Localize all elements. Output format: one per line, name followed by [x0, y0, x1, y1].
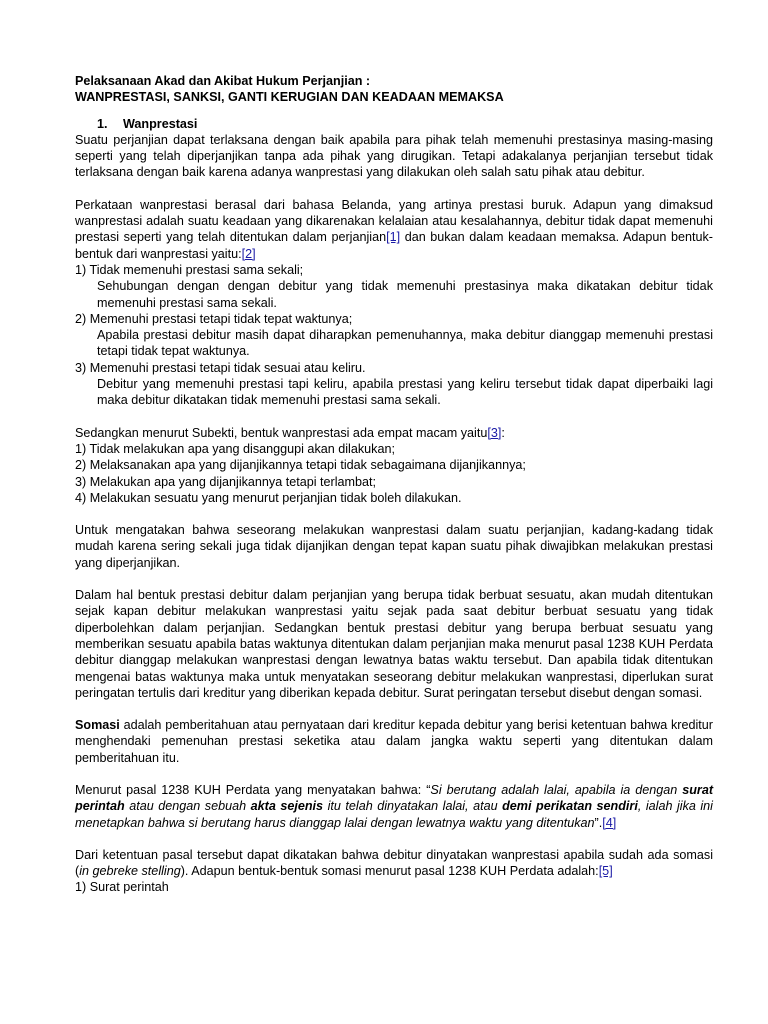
form-item-label: 3) Memenuhi prestasi tetapi tidak sesuai atau keliru. — [75, 360, 366, 375]
footnote-link-1[interactable]: [1] — [386, 230, 401, 245]
paragraph-somasi: Somasi adalah pemberitahuan atau pernyataan dari kreditur kepada debitur yang berisi ketentuan bahwa kreditur menghendaki pemenuhan prestasi seketika atau dalam jangka waktu seperti yang ditentukan dalam pemberitahuan itu. — [75, 718, 713, 765]
document-body — [75, 73, 713, 896]
footnote-link-4[interactable]: [4] — [602, 815, 617, 830]
paragraph-conclusion: Dari ketentuan pasal tersebut dapat dikatakan bahwa debitur dinyatakan wanprestasi apabila sudah ada somasi (in gebreke stelling). Adapun bentuk-bentuk somasi menurut pasal 1238 KUH Perdata adalah:[5] — [75, 847, 713, 879]
form-item-desc: Apabila prestasi debitur masih dapat diharapkan pemenuhannya, maka debitur dianggap memenuhi prestasi tetapi tidak tepat waktunya. — [97, 328, 713, 359]
footnote-link-3[interactable]: [3] — [487, 425, 502, 440]
list-item: 4) Melakukan sesuatu yang menurut perjanjian tidak boleh dilakukan. — [75, 490, 462, 505]
document-title-line1: Pelaksanaan Akad dan Akibat Hukum Perjanjian : — [75, 74, 371, 88]
form-item-desc: Debitur yang memenuhi prestasi tapi keliru, apabila prestasi yang keliru tersebut tidak dapat diperbaiki lagi maka debitur dikatakan tidak memenuhi prestasi sama sekali. — [97, 377, 713, 408]
footnote-link-2[interactable]: [2] — [241, 246, 256, 261]
list-item: 2) Melaksanakan apa yang dijanjikannya tetapi tidak sebagaimana dijanjikannya; — [75, 458, 526, 473]
list-item: 3) Melakukan apa yang dijanjikannya tetapi terlambat; — [75, 474, 377, 489]
paragraph-subekti: Sedangkan menurut Subekti, bentuk wanprestasi ada empat macam yaitu[3]: — [75, 425, 505, 440]
paragraph-intro: Suatu perjanjian dapat terlaksana dengan baik apabila para pihak telah memenuhi prestasinya masing-masing seperti yang telah diperjanjikan tanpa ada pihak yang dirugikan. Tetapi adakalanya perjanjian tersebut tidak terlaksana dengan baik karena adanya wanprestasi yang dilakukan oleh salah satu pihak atau debitur. — [75, 132, 713, 180]
paragraph-difficulty: Untuk mengatakan bahwa seseorang melakukan wanprestasi dalam suatu perjanjian, kadang-kadang tidak mudah karena sering sekali juga tidak dijanjikan dengan tepat kapan suatu pihak diwajibkan melakukan prestasi yang diperjanjikan. — [75, 523, 713, 570]
form-item-label: 2) Memenuhi prestasi tetapi tidak tepat waktunya; — [75, 311, 353, 326]
form-item-label: 1) Tidak memenuhi prestasi sama sekali; — [75, 262, 304, 277]
document-title-line2: WANPRESTASI, SANKSI, GANTI KERUGIAN DAN KEADAAN MEMAKSA — [75, 90, 504, 105]
paragraph-timing: Dalam hal bentuk prestasi debitur dalam perjanjian yang berupa tidak berbuat sesuatu, akan mudah ditentukan sejak kapan debitur melakukan wanprestasi yaitu sejak pada saat debitur berbuat sesuatu yang tidak diperbolehkan dalam perjanjian. Sedangkan bentuk prestasi debitur yang berupa berbuat sesuatu yang memberikan sesuatu apabila batas waktunya ditentukan dalam perjanjian maka menurut pasal 1238 KUH Perdata debitur dianggap melakukan wanprestasi dengan lewatnya batas waktu tersebut. Dan apabila tidak ditentukan mengenai batas waktunya maka untuk menyatakan seseorang debitur melakukan wanprestasi, diperlukan surat peringatan tertulis dari kreditur yang diberikan kepada debitur. Surat peringatan tersebut disebut dengan somasi. — [75, 588, 713, 700]
footnote-link-5[interactable]: [5] — [598, 864, 613, 879]
paragraph-definition: Perkataan wanprestasi berasal dari bahasa Belanda, yang artinya prestasi buruk. Adapun yang dimaksud wanprestasi adalah suatu keadaan yang dikarenakan kelalaian atau kesalahannya, debitur tidak dapat memenuhi prestasi seperti yang telah ditentukan dalam perjanjian[1] dan bukan dalam keadaan memaksa. Adapun bentuk-bentuk dari wanprestasi yaitu:[2] — [75, 197, 713, 261]
list-item: 1) Tidak melakukan apa yang disanggupi akan dilakukan; — [75, 441, 395, 456]
form-item-desc: Sehubungan dengan dengan debitur yang tidak memenuhi prestasinya maka dikatakan debitur tidak memenuhi prestasi sama sekali. — [97, 279, 713, 310]
section-number: 1. — [97, 116, 108, 131]
term-somasi: Somasi — [75, 718, 120, 733]
paragraph-pasal-1238: Menurut pasal 1238 KUH Perdata yang menyatakan bahwa: “Si berutang adalah lalai, apabila ia dengan surat perintah atau dengan sebuah akta sejenis itu telah dinyatakan lalai, atau demi perikatan sendiri, ialah jika ini menetapkan bahwa si berutang harus dianggap lalai dengan lewatnya waktu yang ditentukan”.[4] — [75, 782, 714, 830]
list-item: 1) Surat perintah — [75, 880, 169, 895]
section-heading-wanprestasi — [97, 116, 713, 132]
section-title: Wanprestasi — [123, 116, 198, 131]
